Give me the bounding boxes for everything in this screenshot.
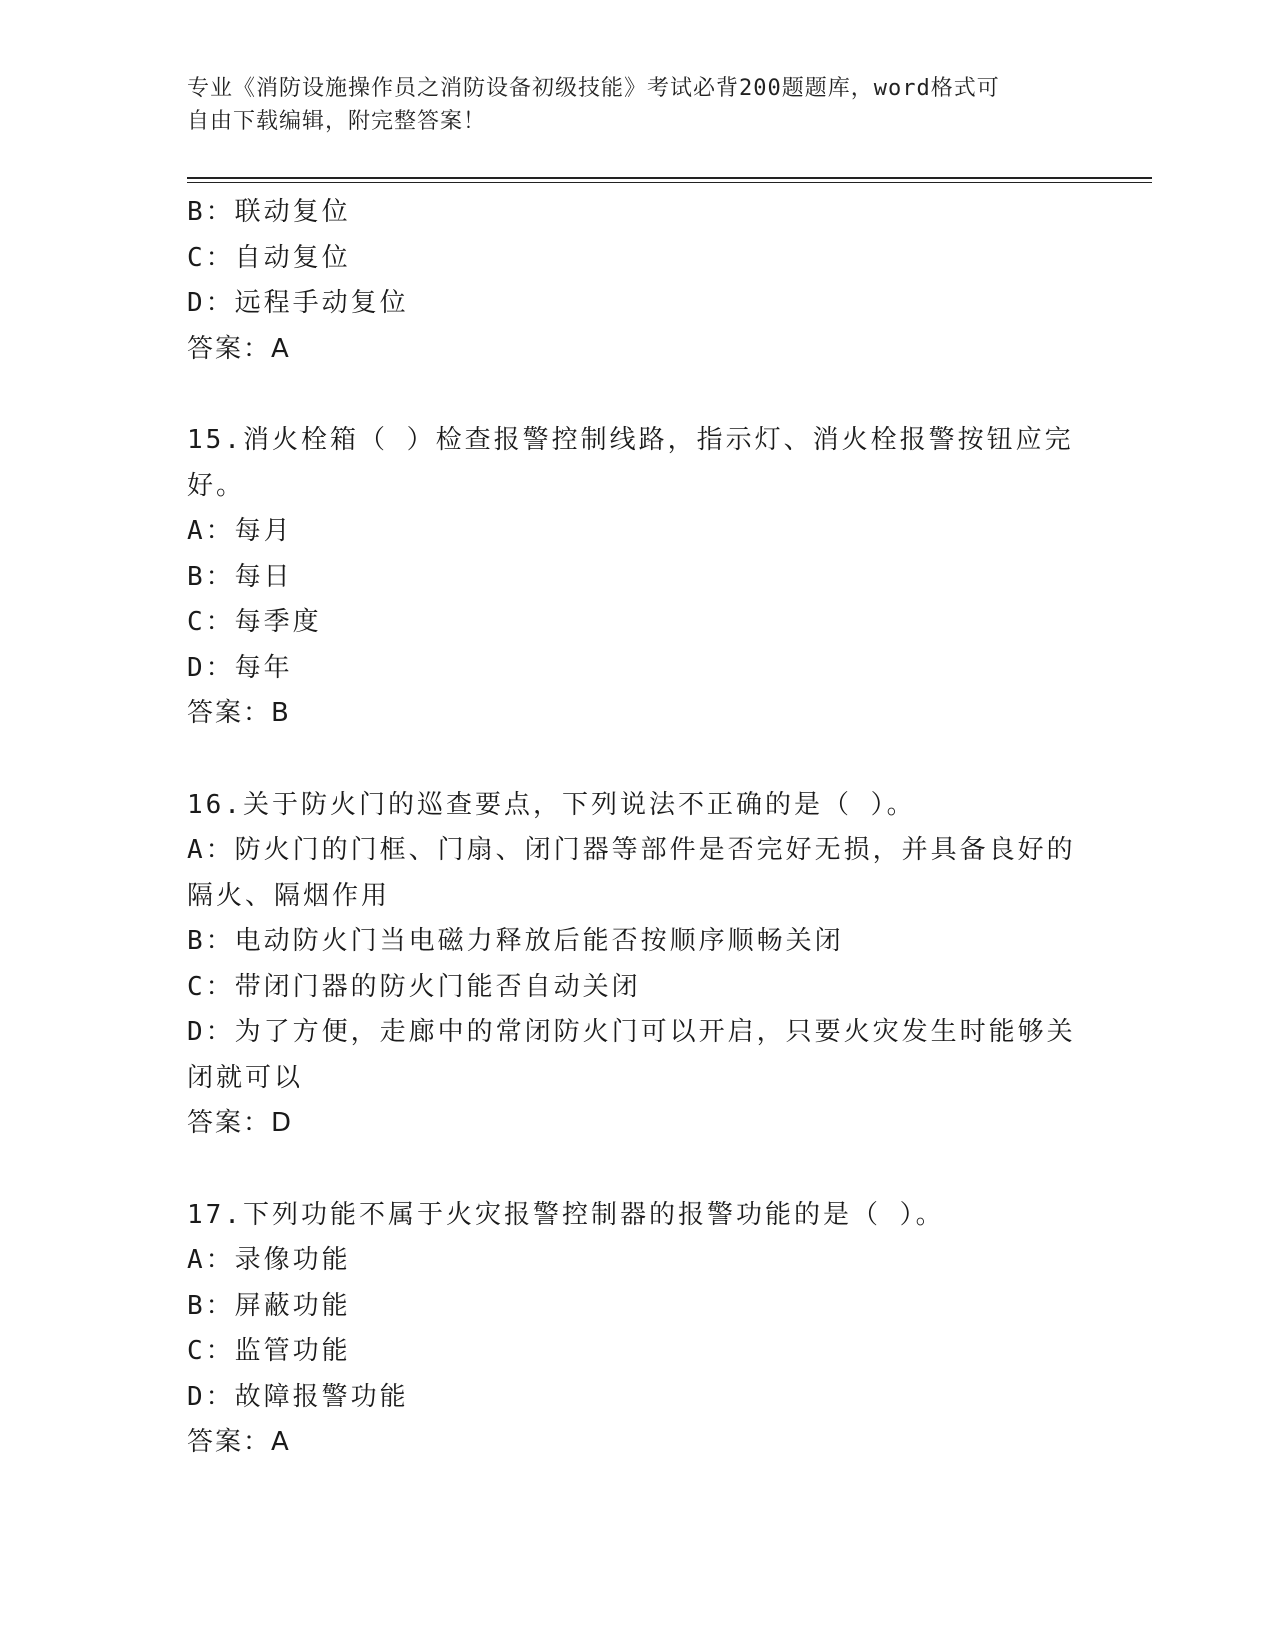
question-stem-line-2: 好。 <box>187 470 246 501</box>
option-d: D：故障报警功能 <box>187 1381 409 1412</box>
option-c: C：自动复位 <box>187 242 351 273</box>
document-header <box>187 72 1087 138</box>
answer: 答案：B <box>187 698 291 728</box>
question-15 <box>187 418 1087 737</box>
option-b: B：电动防火门当电磁力释放后能否按顺序顺畅关闭 <box>187 926 844 956</box>
header-line-1: 专业《消防设施操作员之消防设备初级技能》考试必背200题题库，word格式可 <box>187 76 1000 101</box>
question-14-tail <box>187 190 1087 372</box>
question-17 <box>187 1193 1087 1466</box>
option-a: A：每月 <box>187 516 293 546</box>
option-d-line-1: D：为了方便，走廊中的常闭防火门可以开启，只要火灾发生时能够关 <box>187 1017 1076 1047</box>
question-stem-line-1: 17.下列功能不属于火灾报警控制器的报警功能的是（ ）。 <box>187 1199 945 1230</box>
option-c: C：监管功能 <box>187 1336 351 1366</box>
answer: 答案：A <box>187 333 291 364</box>
header-rule-thin <box>187 182 1152 183</box>
option-b: B：每日 <box>187 561 293 592</box>
option-d-line-2: 闭就可以 <box>187 1062 304 1093</box>
option-d: D：每年 <box>187 652 293 683</box>
option-a-line-2: 隔火、隔烟作用 <box>187 880 391 911</box>
answer: 答案：A <box>187 1427 291 1457</box>
option-b: B：屏蔽功能 <box>187 1290 351 1321</box>
question-stem-line-1: 15.消火栓箱（ ）检查报警控制线路，指示灯、消火栓报警按钮应完 <box>187 425 1074 455</box>
question-16 <box>187 783 1087 1147</box>
document-body <box>187 190 1087 1466</box>
option-c: C：带闭门器的防火门能否自动关闭 <box>187 971 641 1002</box>
option-a: A：录像功能 <box>187 1245 351 1275</box>
header-line-2: 自由下载编辑，附完整答案！ <box>187 109 487 134</box>
header-rule-thick <box>187 177 1152 179</box>
question-stem-line-1: 16.关于防火门的巡查要点，下列说法不正确的是（ ）。 <box>187 789 916 820</box>
option-a-line-1: A：防火门的门框、门扇、闭门器等部件是否完好无损，并具备良好的 <box>187 835 1076 865</box>
answer: 答案：D <box>187 1108 294 1138</box>
option-d: D：远程手动复位 <box>187 288 409 318</box>
option-b: B：联动复位 <box>187 197 351 227</box>
option-c: C：每季度 <box>187 607 322 637</box>
